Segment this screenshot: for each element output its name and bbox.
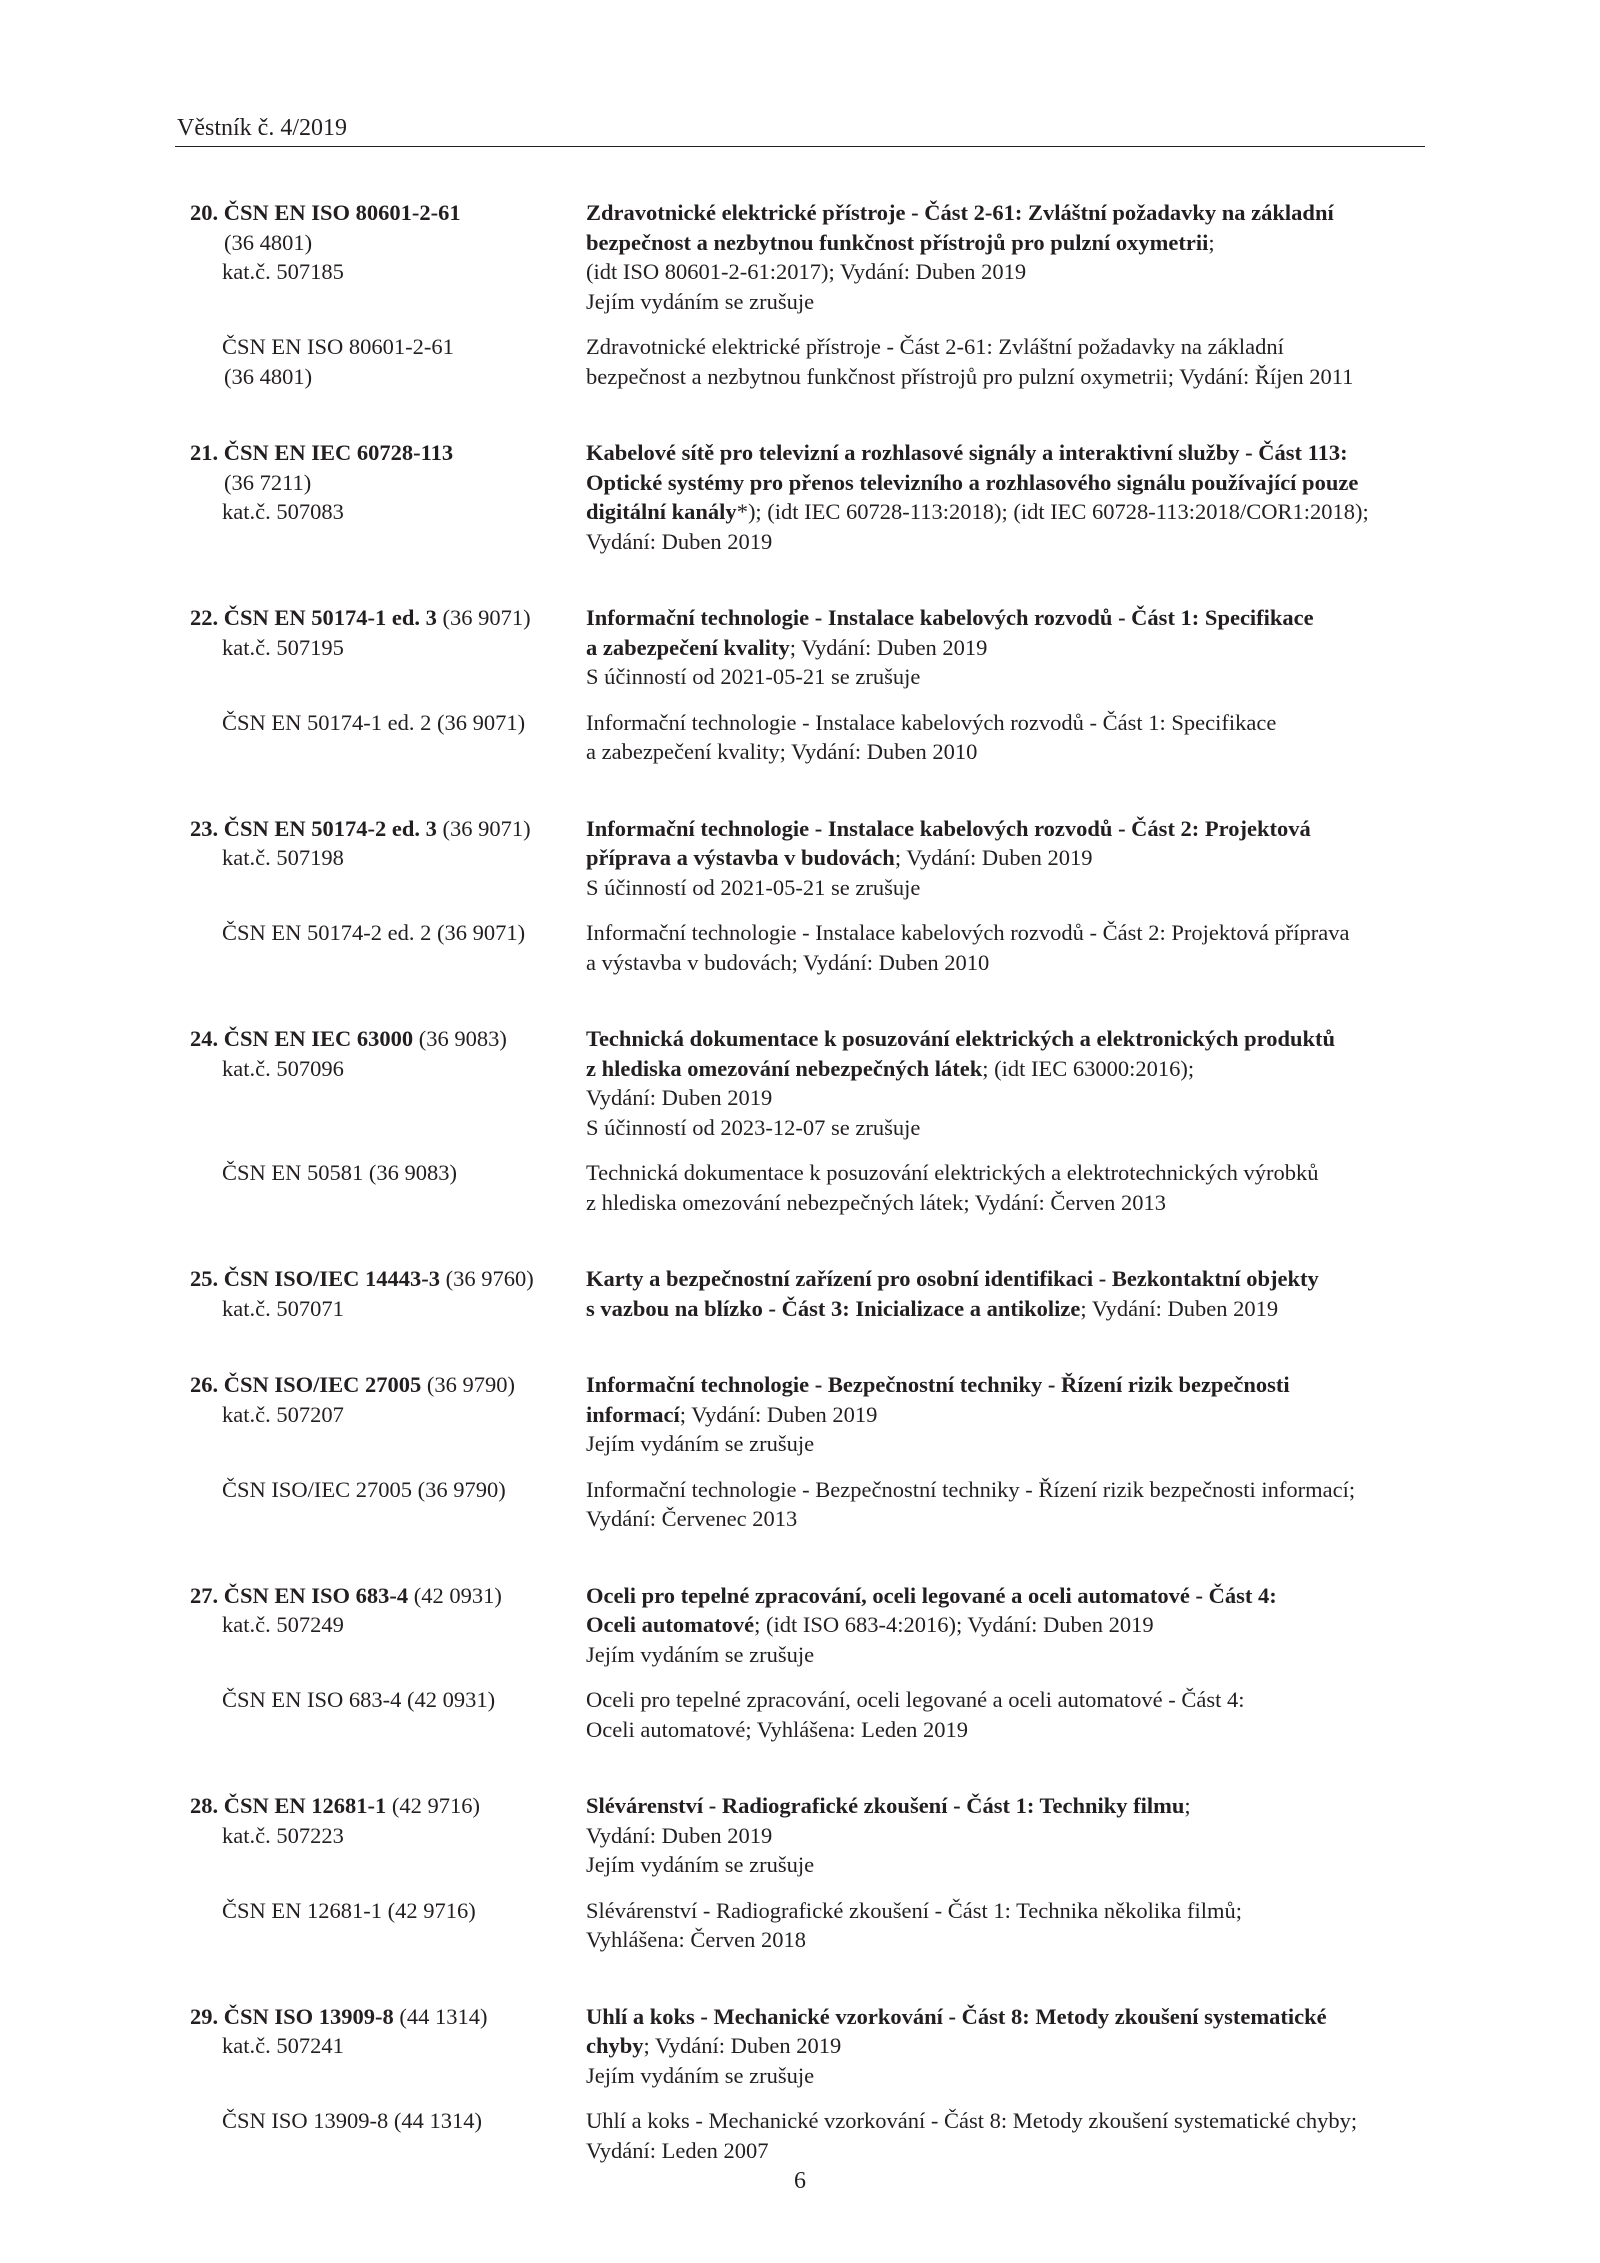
standard-info: ; (idt ISO 683-4:2016); Vydání: Duben 2019: [754, 1612, 1154, 1637]
replacement-note: S účinností od 2023-12-07 se zrušuje: [586, 1114, 921, 1140]
classification: (36 9071): [442, 815, 531, 841]
catalog-number: kat.č. 507198: [222, 845, 344, 870]
standard-entry-27: [190, 1581, 1430, 1745]
replaced-standard-title: Uhlí a koks - Mechanické vzorkování - Část 8: Metody zkoušení systematické chyby;: [586, 2108, 1358, 2133]
entry-number: 27.: [190, 1582, 219, 1608]
entry-number: 24.: [190, 1026, 219, 1051]
replaced-standard-code: ČSN EN 50581 (36 9083): [222, 1160, 457, 1185]
journal-title: Věstník č. 4/2019: [177, 115, 347, 141]
replacement-note: Jejím vydáním se zrušuje: [586, 1431, 815, 1456]
standard-code: ČSN ISO 13909-8: [223, 2003, 394, 2029]
replaced-standard-code: ČSN EN 12681-1 (42 9716): [222, 1897, 476, 1923]
catalog-number: kat.č. 507083: [222, 499, 344, 524]
standard-title: Karty a bezpečnostní zařízení pro osobní identifikaci - Bezkontaktní objekty: [586, 1266, 1319, 1291]
replacement-note: Jejím vydáním se zrušuje: [586, 1852, 815, 1877]
replaced-standard-title: a výstavba v budovách; Vydání: Duben 2010: [586, 949, 990, 975]
catalog-number: kat.č. 507249: [222, 1612, 344, 1637]
replacement-note: Jejím vydáním se zrušuje: [586, 288, 815, 314]
replacement-note: S účinností od 2021-05-21 se zrušuje: [586, 664, 921, 689]
standard-entry-26: [190, 1370, 1430, 1534]
classification: (36 9760): [445, 1266, 534, 1291]
replaced-standard-title: Informační technologie - Instalace kabelových rozvodů - Část 1: Specifikace: [586, 709, 1277, 735]
standard-title: a zabezpečení kvality: [586, 634, 790, 660]
standard-entry-21: [190, 438, 1430, 556]
page-header: [175, 110, 1425, 147]
standard-code: ČSN EN 12681-1: [223, 1793, 387, 1818]
standard-entry-20: [190, 198, 1430, 391]
standard-title: Slévárenství - Radiografické zkoušení - Část 1: Techniky filmu: [586, 1793, 1185, 1818]
replaced-standard-title: Vydání: Leden 2007: [586, 2137, 769, 2163]
replaced-standard-title: z hlediska omezování nebezpečných látek; Vydání: Červen 2013: [586, 1189, 1167, 1215]
replacement-note: S účinností od 2021-05-21 se zrušuje: [586, 874, 921, 900]
classification: (36 9071): [442, 605, 531, 630]
standard-title: chyby: [586, 2033, 644, 2058]
standard-title: Oceli pro tepelné zpracování, oceli legované a oceli automatové - Část 4:: [586, 1582, 1277, 1608]
standard-code: ČSN ISO/IEC 27005: [223, 1372, 422, 1397]
replaced-standard-code: ČSN EN 50174-1 ed. 2 (36 9071): [222, 709, 526, 735]
standard-title: bezpečnost a nezbytnou funkčnost přístrojů pro pulzní oxymetrii: [586, 229, 1209, 255]
replaced-standard-title: Slévárenství - Radiografické zkoušení - Část 1: Technika několika filmů;: [586, 1897, 1242, 1923]
standard-title: Informační technologie - Bezpečnostní techniky - Řízení rizik bezpečnosti: [586, 1372, 1290, 1397]
standard-code: ČSN EN 50174-1 ed. 3: [223, 605, 437, 630]
standard-info: Vydání: Duben 2019: [586, 528, 773, 554]
standard-entry-29: [190, 2002, 1430, 2166]
standard-info: ; Vydání: Duben 2019: [679, 1401, 878, 1427]
classification: (42 9716): [391, 1793, 481, 1818]
catalog-number: kat.č. 507185: [222, 259, 344, 284]
standard-title: informací: [586, 1401, 680, 1427]
entry-number: 22.: [190, 605, 219, 630]
standard-title: Technická dokumentace k posuzování elektrických a elektronických produktů: [586, 1026, 1336, 1051]
standard-info: *); (idt IEC 60728-113:2018); (idt IEC 60728-113:2018/COR1:2018);: [736, 499, 1369, 524]
catalog-number: kat.č. 507223: [222, 1822, 344, 1848]
standard-entry-22: [190, 603, 1430, 767]
catalog-number: kat.č. 507195: [222, 634, 344, 660]
standard-code: ČSN EN IEC 63000: [223, 1026, 414, 1051]
classification: (36 4801): [224, 229, 313, 255]
entry-number: 29.: [190, 2003, 219, 2029]
page-number: 6: [794, 2168, 806, 2194]
standard-title: Optické systémy pro přenos televizního a rozhlasového signálu používající pouze: [586, 469, 1359, 495]
standard-title: Uhlí a koks - Mechanické vzorkování - Část 8: Metody zkoušení systematické: [586, 2003, 1327, 2029]
classification: (36 7211): [224, 469, 312, 495]
replaced-standard-title: Oceli pro tepelné zpracování, oceli legované a oceli automatové - Část 4:: [586, 1687, 1245, 1712]
standard-info: ; Vydání: Duben 2019: [789, 634, 988, 660]
standard-code: ČSN ISO/IEC 14443-3: [223, 1266, 441, 1291]
entry-number: 26.: [190, 1372, 219, 1397]
classification: (42 0931): [413, 1582, 502, 1608]
replaced-standard-title: Informační technologie - Instalace kabelových rozvodů - Část 2: Projektová příprava: [586, 920, 1350, 945]
catalog-number: kat.č. 507207: [222, 1401, 344, 1427]
standard-info: ; Vydání: Duben 2019: [643, 2033, 842, 2058]
standard-title: digitální kanály: [586, 499, 737, 524]
standard-title: Oceli automatové: [586, 1612, 755, 1637]
replaced-standard-code: ČSN EN ISO 80601-2-61: [222, 334, 454, 359]
replaced-standard-code: ČSN EN ISO 683-4 (42 0931): [222, 1687, 496, 1712]
replaced-standard-title: Informační technologie - Bezpečnostní techniky - Řízení rizik bezpečnosti informací;: [586, 1476, 1356, 1502]
standard-code: ČSN EN 50174-2 ed. 3: [223, 815, 437, 841]
replaced-standard-code: ČSN ISO/IEC 27005 (36 9790): [222, 1476, 506, 1502]
catalog-number: kat.č. 507096: [222, 1055, 344, 1081]
standard-info: ; (idt IEC 63000:2016);: [982, 1055, 1195, 1081]
replaced-standard-code: ČSN ISO 13909-8 (44 1314): [222, 2108, 483, 2133]
standard-title: příprava a výstavba v budovách: [586, 845, 895, 870]
standard-entry-24: [190, 1024, 1430, 1217]
catalog-number: kat.č. 507241: [222, 2033, 344, 2058]
replaced-standard-title: Vyhlášena: Červen 2018: [586, 1927, 806, 1952]
entry-number: 20.: [190, 200, 219, 225]
catalog-number: kat.č. 507071: [222, 1295, 344, 1321]
standard-title: z hlediska omezování nebezpečných látek: [586, 1055, 983, 1081]
classification: (36 9790): [426, 1372, 516, 1397]
entry-number: 28.: [190, 1793, 219, 1818]
standard-entry-25: [190, 1264, 1430, 1323]
replaced-standard-title: Vydání: Červenec 2013: [586, 1506, 798, 1531]
standard-entry-28: [190, 1791, 1430, 1955]
replaced-classification: (36 4801): [224, 363, 313, 389]
standard-code: ČSN EN ISO 683-4: [223, 1582, 409, 1608]
standard-info: ;: [1184, 1793, 1191, 1818]
entry-number: 23.: [190, 815, 219, 841]
standard-title: Informační technologie - Instalace kabelových rozvodů - Část 2: Projektová: [586, 815, 1311, 841]
standard-info: ; Vydání: Duben 2019: [1080, 1295, 1279, 1321]
classification: (36 9083): [418, 1026, 507, 1051]
standard-info: ; Vydání: Duben 2019: [894, 845, 1093, 870]
standard-title: Informační technologie - Instalace kabelových rozvodů - Část 1: Specifikace: [586, 605, 1314, 630]
standard-title: s vazbou na blízko - Část 3: Inicializace a antikolize: [586, 1295, 1081, 1321]
standards-list: [190, 198, 1430, 2212]
standard-info: Vydání: Duben 2019: [586, 1085, 773, 1110]
replacement-note: Jejím vydáním se zrušuje: [586, 2062, 815, 2088]
replaced-standard-title: a zabezpečení kvality; Vydání: Duben 2010: [586, 739, 978, 764]
replaced-standard-title: Technická dokumentace k posuzování elektrických a elektrotechnických výrobků: [586, 1160, 1319, 1185]
replaced-standard-code: ČSN EN 50174-2 ed. 2 (36 9071): [222, 920, 526, 945]
replaced-standard-title: Oceli automatové; Vyhlášena: Leden 2019: [586, 1716, 968, 1742]
entry-number: 21.: [190, 440, 219, 465]
replacement-note: Jejím vydáním se zrušuje: [586, 1641, 815, 1667]
replaced-standard-title: bezpečnost a nezbytnou funkčnost přístrojů pro pulzní oxymetrii; Vydání: Říjen 2011: [586, 363, 1354, 389]
classification: (44 1314): [399, 2003, 488, 2029]
standard-info: Vydání: Duben 2019: [586, 1822, 773, 1848]
replaced-standard-title: Zdravotnické elektrické přístroje - Část 2-61: Zvláštní požadavky na základní: [586, 334, 1284, 359]
standard-code: ČSN EN IEC 60728-113: [223, 440, 454, 465]
entry-number: 25.: [190, 1266, 219, 1291]
standard-code: ČSN EN ISO 80601-2-61: [223, 200, 461, 225]
standard-info: (idt ISO 80601-2-61:2017); Vydání: Duben 2019: [586, 259, 1027, 284]
standard-entry-23: [190, 814, 1430, 978]
standard-title: Zdravotnické elektrické přístroje - Část 2-61: Zvláštní požadavky na základní: [586, 200, 1334, 225]
standard-info: ;: [1208, 229, 1215, 255]
standard-title: Kabelové sítě pro televizní a rozhlasové signály a interaktivní služby - Část 113:: [586, 440, 1348, 465]
